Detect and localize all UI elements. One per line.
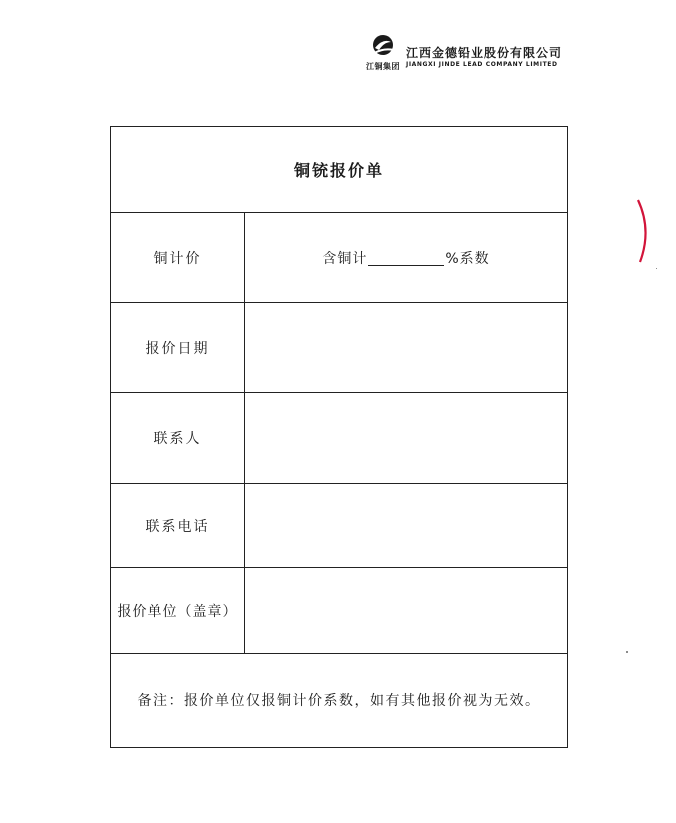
quoting-company-field[interactable]	[245, 568, 567, 653]
copper-pricing-row	[111, 213, 567, 303]
quotation-form	[110, 126, 568, 748]
form-note: 备注：报价单位仅报铜计价系数，如有其他报价视为无效。	[137, 693, 541, 709]
contact-person-field[interactable]	[245, 393, 567, 483]
quote-date-field[interactable]	[245, 303, 567, 392]
row-label: 报价单位（盖章）	[111, 568, 245, 653]
company-logo	[366, 33, 576, 73]
quote-date-row	[111, 303, 567, 393]
row-label: 报价日期	[111, 303, 245, 392]
form-title: 铜铳报价单	[111, 127, 567, 213]
row-label: 联系人	[111, 393, 245, 483]
copper-coefficient-cell	[245, 213, 567, 302]
stamp-fragment	[632, 198, 660, 266]
company-name-cn: 江西金德铅业股份有限公司	[406, 46, 563, 60]
contact-phone-field[interactable]	[245, 484, 567, 567]
row-label: 联系电话	[111, 484, 245, 567]
scan-speck	[626, 651, 628, 653]
scan-speck	[656, 268, 657, 269]
value-suffix: %系数	[445, 250, 490, 267]
coefficient-blank-field[interactable]	[368, 250, 444, 266]
contact-person-row	[111, 393, 567, 484]
quoting-company-row	[111, 568, 567, 654]
value-prefix: 含铜计	[322, 250, 368, 267]
row-label: 铜计价	[111, 213, 245, 302]
company-logo-icon	[370, 33, 396, 59]
company-name-en: JIANGXI JINDE LEAD COMPANY LIMITED	[406, 61, 558, 68]
group-name: 江铜集团	[366, 62, 400, 71]
contact-phone-row	[111, 484, 567, 568]
